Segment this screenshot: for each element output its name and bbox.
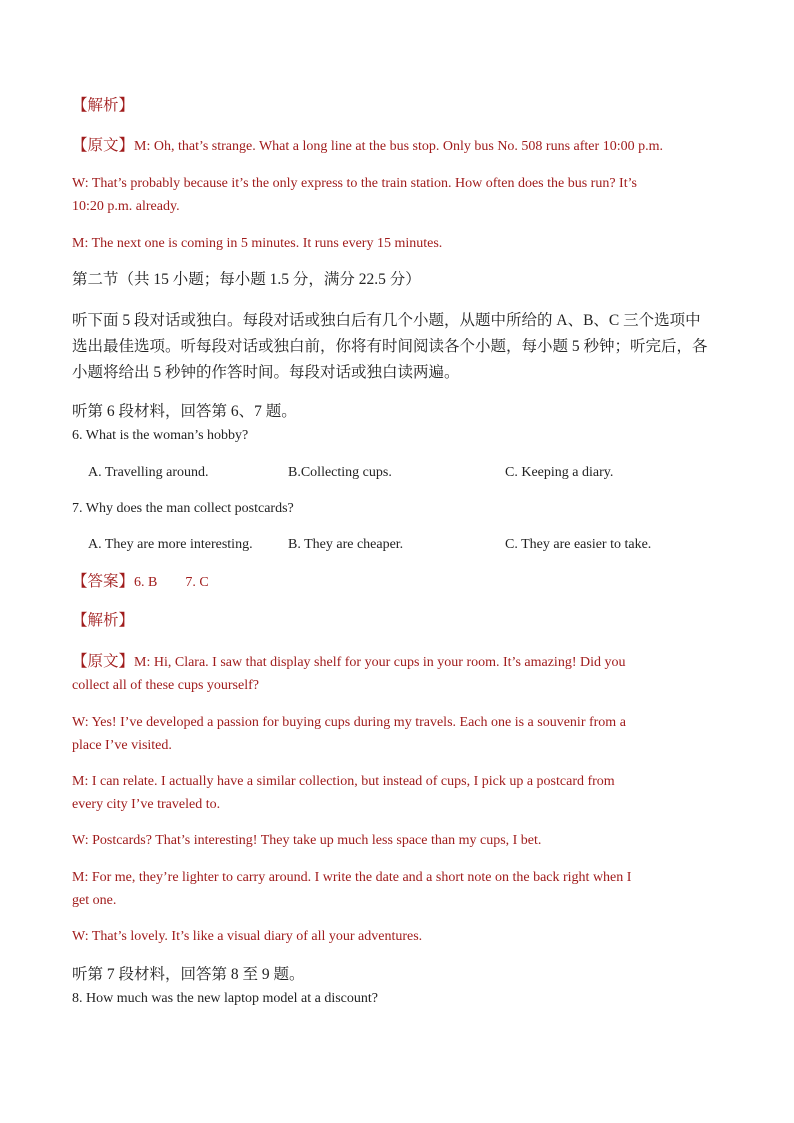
- answer-line: [72, 572, 209, 593]
- transcript-text: M: Oh, that’s strange. What a long line at the bus stop. Only bus No. 508 runs after 10:00 p.m.: [134, 139, 663, 154]
- question-7: 7. Why does the man collect postcards?: [72, 501, 294, 516]
- q6-option-a: A. Travelling around.: [88, 465, 209, 480]
- q7-option-c: C. They are easier to take.: [505, 537, 652, 552]
- section-title: 第二节（共 15 小题；每小题 1.5 分，满分 22.5 分）: [72, 271, 421, 288]
- transcript-line-3: 10:20 p.m. already.: [72, 199, 180, 214]
- dialogue-line-5b: get one.: [72, 893, 117, 908]
- answer-tag: 【答案】: [72, 573, 135, 590]
- answer-text: 6. B 7. C: [134, 575, 209, 590]
- dialogue-line-1b: collect all of these cups yourself?: [72, 678, 259, 693]
- transcript-line-1: [72, 136, 663, 157]
- dialogue-line-3a: M: I can relate. I actually have a similar collection, but instead of cups, I pick up a postcard from: [72, 774, 615, 789]
- instructions-line-3: 小题将给出 5 秒钟的作答时间。每段对话或独白读两遍。: [72, 364, 460, 381]
- question-8: 8. How much was the new laptop model at a discount?: [72, 991, 378, 1006]
- dialogue-line-2a: W: Yes! I’ve developed a passion for buying cups during my travels. Each one is a souvenir from a: [72, 715, 626, 730]
- dialogue-line-2b: place I’ve visited.: [72, 738, 172, 753]
- q6-option-b: B.Collecting cups.: [288, 465, 392, 480]
- analysis-label-2: 【解析】: [72, 612, 135, 629]
- instructions-line-2: 选出最佳选项。听每段对话或独白前，你将有时间阅读各个小题，每小题 5 秒钟；听完后，各: [72, 338, 708, 355]
- q7-option-a: A. They are more interesting.: [88, 537, 253, 552]
- dialogue-line-3b: every city I’ve traveled to.: [72, 797, 221, 812]
- analysis-label-1: 【解析】: [72, 97, 135, 114]
- q7-option-b: B. They are cheaper.: [288, 537, 404, 552]
- transcript-line-2: W: That’s probably because it’s the only express to the train station. How often does the bus run? It’s: [72, 176, 637, 191]
- original-text-tag-2: 【原文】: [72, 653, 135, 670]
- transcript-line-4: M: The next one is coming in 5 minutes. It runs every 15 minutes.: [72, 236, 443, 251]
- dialogue-text: M: Hi, Clara. I saw that display shelf for your cups in your room. It’s amazing! Did you: [134, 655, 626, 670]
- dialogue-line-4: W: Postcards? That’s interesting! They take up much less space than my cups, I bet.: [72, 833, 542, 848]
- part-7-heading: 听第 7 段材料，回答第 8 至 9 题。: [72, 966, 305, 983]
- dialogue-line-5a: M: For me, they’re lighter to carry around. I write the date and a short note on the back right when I: [72, 870, 632, 885]
- dialogue-line-1a: [72, 652, 722, 673]
- part-6-heading: 听第 6 段材料，回答第 6、7 题。: [72, 403, 297, 420]
- original-text-tag-1: 【原文】: [72, 137, 135, 154]
- instructions-line-1: 听下面 5 段对话或独白。每段对话或独白后有几个小题，从题中所给的 A、B、C 三个选项中: [72, 312, 701, 329]
- q6-option-c: C. Keeping a diary.: [505, 465, 614, 480]
- question-6: 6. What is the woman’s hobby?: [72, 428, 249, 443]
- dialogue-line-6: W: That’s lovely. It’s like a visual diary of all your adventures.: [72, 929, 423, 944]
